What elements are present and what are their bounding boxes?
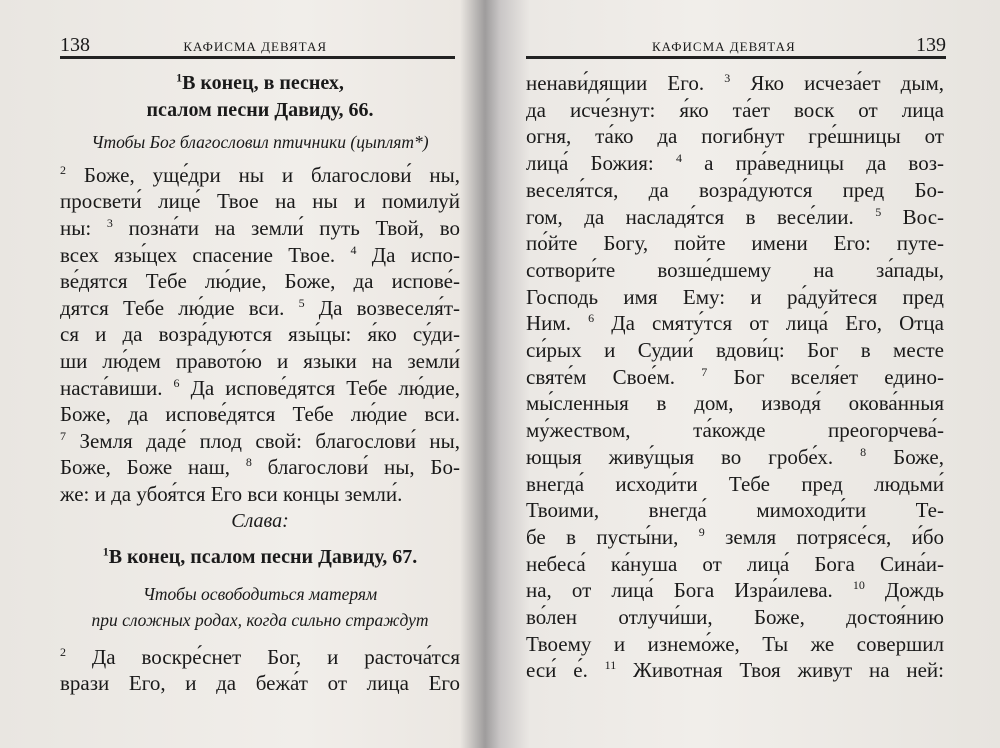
text-line — [526, 310, 944, 337]
verse-number: 7 — [701, 364, 708, 379]
text-segment: Да возвеселя́т- — [304, 295, 461, 320]
text-line — [60, 348, 460, 375]
right-running-head — [526, 30, 946, 59]
text-line — [60, 215, 460, 242]
left-page — [0, 0, 490, 748]
text-segment: ны: — [60, 215, 107, 240]
verse-number: 2 — [60, 644, 66, 659]
text-segment: гом, да насладя́тся в весе́лии. — [526, 204, 876, 229]
right-page-body — [526, 70, 944, 684]
text-line — [60, 375, 460, 402]
verse-number: 2 — [60, 162, 66, 177]
text-segment: еси́ е́. — [526, 658, 605, 683]
text-segment: ши лю́дем правото́ю и языки на земли́ — [60, 348, 460, 373]
verse-number: 3 — [724, 71, 731, 85]
text-line — [60, 242, 460, 269]
verse-number: 3 — [106, 215, 113, 230]
text-line — [526, 70, 944, 97]
verse-number: 5 — [875, 204, 882, 219]
text-line — [526, 204, 944, 231]
text-line — [526, 284, 944, 311]
text-line — [526, 471, 944, 498]
psalm67-note-line1: Чтобы освободиться матерям — [142, 583, 378, 604]
verse-number: 6 — [588, 311, 595, 326]
text-segment: ненави́дящии Его. — [526, 71, 725, 95]
text-segment: Твоему и изнемо́же, Ты же совершил — [526, 631, 944, 656]
text-segment: благослови́ ны, Бо- — [251, 455, 460, 480]
text-segment: Боже, — [866, 444, 944, 469]
text-line — [526, 230, 944, 257]
left-running-title: КАФИСМА ДЕВЯТАЯ — [183, 39, 327, 54]
text-line — [526, 150, 944, 177]
text-line — [60, 268, 460, 295]
text-line — [526, 123, 944, 150]
text-line — [526, 337, 944, 364]
text-segment: врази Его, и да бежа́т от лица Его — [60, 671, 460, 696]
left-page-text — [60, 70, 460, 697]
right-page-number: 139 — [916, 34, 946, 56]
text-line — [526, 604, 944, 631]
psalm66-heading — [60, 70, 460, 123]
left-page-number: 138 — [60, 34, 90, 56]
left-running-head — [60, 30, 455, 59]
text-line — [60, 401, 460, 428]
text-segment: Бог вселя́ет едино- — [707, 364, 944, 389]
text-segment: а пра́ведницы да воз- — [681, 151, 944, 176]
psalm67-heading-line1: В конец, псалом песни Давиду, 67. — [108, 546, 418, 569]
text-segment: бе в пусты́ни, — [526, 524, 699, 549]
text-line — [60, 295, 460, 322]
text-line — [526, 497, 944, 524]
verse-number: 11 — [604, 658, 617, 673]
verse-number: 10 — [852, 578, 865, 593]
text-line — [526, 390, 944, 417]
text-segment: небеса́ ка́нуша от лица́ Бога Сина́и- — [526, 551, 944, 576]
text-line — [60, 454, 460, 481]
text-segment: Земля даде́ плод свой: благослови́ ны, — [66, 428, 460, 453]
text-segment: Твоими, внегда́ мимоходи́ти Те- — [526, 498, 944, 523]
text-segment: во́лен отлучи́ши, Боже, достоя́нию — [526, 605, 944, 630]
text-segment: Дождь — [864, 578, 944, 603]
text-segment: святе́м Свое́м. — [526, 364, 702, 389]
psalm66-heading-line1: В конец, в песнех, — [182, 72, 344, 94]
verse-number: 6 — [173, 375, 180, 390]
text-segment: да исче́знут: я́ко та́ет воск от лица — [526, 97, 944, 122]
text-segment: всех язы́цех спасение Твое. — [60, 242, 351, 267]
text-segment: на, от лица́ Бога Изра́илева. — [526, 578, 853, 603]
text-line — [60, 644, 460, 671]
text-segment: мы́сленныя в дом, изводя́ окова́нныя — [526, 391, 944, 416]
text-line — [526, 444, 944, 471]
verse-number: 8 — [245, 455, 252, 470]
psalm66-note: Чтобы Бог благословил птичники (цыплят*) — [91, 132, 429, 153]
text-line — [60, 670, 460, 697]
text-segment: по́йте Богу, пойте имени Его: путе- — [526, 231, 944, 256]
text-line — [60, 428, 460, 455]
verse-number: 4 — [350, 242, 357, 257]
text-segment: Да испове́дятся Тебе лю́дие, — [179, 375, 460, 400]
text-segment: Боже, Боже наш, — [60, 455, 246, 480]
text-segment: ющыя живу́щыя во гробе́х. — [526, 444, 861, 469]
verse-number: 7 — [60, 428, 66, 443]
text-line — [526, 657, 944, 684]
psalm67-body — [60, 644, 460, 697]
text-line — [526, 631, 944, 658]
text-segment: лица́ Божия: — [526, 151, 676, 176]
verse-number: 1 — [102, 544, 109, 559]
text-segment: му́жеством, та́кожде преогорчева́- — [526, 418, 944, 443]
text-segment: дятся Тебе лю́дие вси. — [60, 295, 299, 320]
text-segment: Ним. — [526, 311, 589, 336]
verse-number: 5 — [298, 295, 305, 310]
verse-number: 9 — [698, 524, 705, 539]
psalm67-note-line2: при сложных родах, когда сильно страждут — [91, 610, 429, 631]
text-segment: просвети́ лице́ Твое на ны и помилуй — [60, 189, 460, 214]
right-page-text — [526, 70, 944, 684]
text-segment: земля потрясе́ся, и́бо — [704, 524, 945, 549]
text-segment: огня, та́ко да погибнут гре́шницы от — [526, 124, 944, 149]
right-page — [510, 0, 1000, 748]
text-segment: же: и да убоя́тся Его вси концы земли́. — [60, 481, 403, 506]
text-line — [60, 188, 460, 215]
text-segment: наста́виши. — [60, 375, 174, 400]
text-segment: внегда́ исходи́ти Тебе пред людьми́ — [526, 471, 944, 496]
text-segment: Боже, да испове́дятся Тебе лю́дие вси. — [60, 402, 460, 427]
text-line — [526, 551, 944, 578]
text-segment: Да смяту́тся от лица́ Его, Отца — [594, 311, 944, 336]
glory-rubric: Слава: — [231, 509, 289, 532]
text-segment: ся и да возра́дуются язы́цы: я́ко су́ди- — [60, 322, 460, 347]
text-line — [60, 321, 460, 348]
text-segment: веселя́тся, да возра́дуются пред Бо- — [526, 177, 944, 202]
text-segment: ве́дятся Тебе лю́дие, Боже, да испове́- — [60, 269, 460, 294]
psalm66-heading-line2: псалом песни Давиду, 66. — [146, 98, 374, 121]
text-line — [526, 177, 944, 204]
text-segment: Да воскре́снет Бог, и расточа́тся — [66, 644, 460, 669]
text-line — [60, 162, 460, 189]
text-segment: позна́ти на земли́ путь Твой, во — [112, 215, 460, 240]
text-line — [526, 577, 944, 604]
text-line — [526, 97, 944, 124]
text-segment: сотвори́те возше́дшему на за́пады, — [526, 257, 944, 282]
text-line — [526, 364, 944, 391]
text-line — [526, 257, 944, 284]
text-line — [526, 524, 944, 551]
verse-number: 4 — [675, 151, 682, 166]
psalm66-body — [60, 162, 460, 508]
text-segment: Да испо- — [356, 242, 461, 267]
text-line — [526, 417, 944, 444]
verse-number: 1 — [176, 70, 183, 85]
verse-number: 8 — [860, 444, 867, 459]
text-segment: Яко исчеза́ет дым, — [730, 71, 944, 95]
text-segment: Животная Твоя живут на ней: — [616, 658, 944, 683]
psalm67-heading — [60, 544, 460, 571]
text-segment: Вос- — [881, 204, 945, 229]
text-line — [60, 481, 460, 508]
right-running-title: КАФИСМА ДЕВЯТАЯ — [652, 39, 796, 54]
text-segment: Господь имя Ему: и ра́дуйтеся пред — [526, 284, 944, 309]
text-segment: си́рых и Судии́ вдови́ц: Бог в месте — [526, 338, 944, 363]
text-segment: Боже, уще́дри ны и благослови́ ны, — [66, 162, 460, 187]
